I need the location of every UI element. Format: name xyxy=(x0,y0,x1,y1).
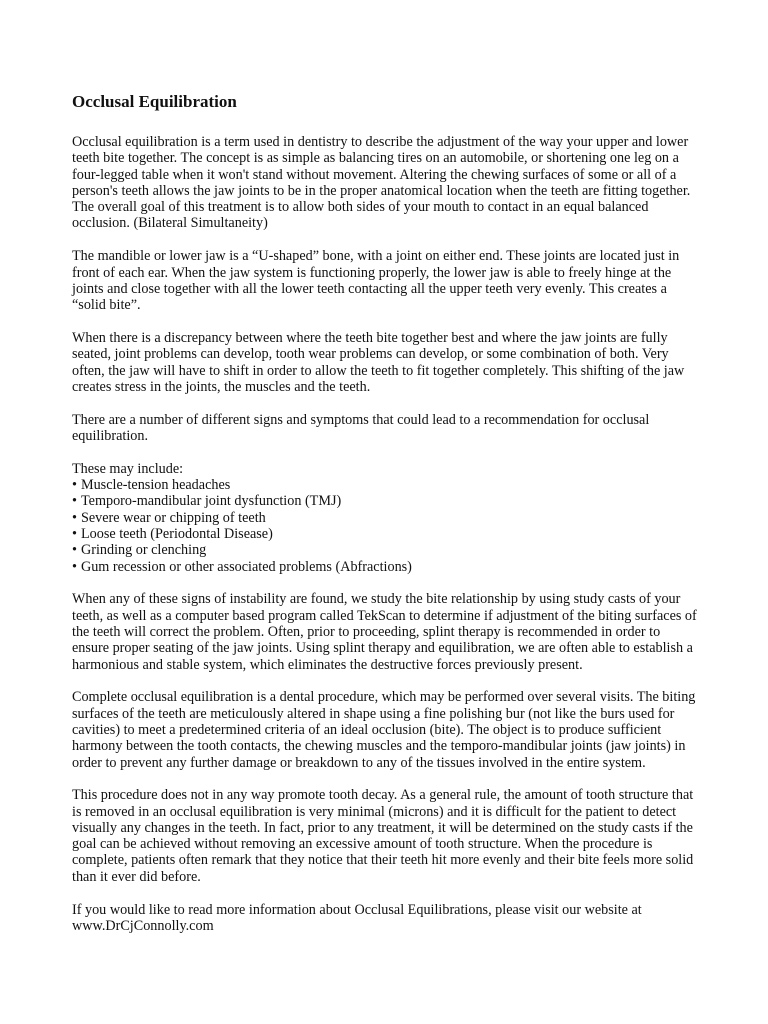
list-item-text: Gum recession or other associated problems (Abfractions) xyxy=(80,558,412,575)
list-item xyxy=(72,477,698,493)
symptom-list xyxy=(72,461,698,575)
list-item-text: Severe wear or chipping of teeth xyxy=(80,509,266,526)
paragraph-study: When any of these signs of instability are found, we study the bite relationship by using study casts of your teeth, as well as a computer based program called TekScan to determine if adjustment of the biting surfaces of the teeth will correct the problem. Often, prior to proceeding, splint therapy is recommended in order to ensure proper seating of the jaw joints. Using splint therapy and equilibration, we are often able to establish a harmonious and stable system, which eliminates the destructive forces previously present. xyxy=(72,591,697,673)
bullet-icon: • xyxy=(72,509,77,526)
list-item xyxy=(72,510,698,526)
list-item xyxy=(72,493,698,509)
bullet-icon: • xyxy=(72,525,77,542)
symptom-items xyxy=(72,477,698,575)
bullet-icon: • xyxy=(72,477,77,494)
paragraph-definition: Occlusal equilibration is a term used in dentistry to describe the adjustment of the way your upper and lower teeth bite together. The concept is as simple as balancing tires on an automobile, or shortening one leg on a four-legged table when it won't stand without movement. Altering the chewing surfaces of some or all of a person's teeth allows the jaw joints to be in the proper anatomical location when the teeth are fitting together. The overall goal of this treatment is to allow both sides of your mouth to contact in an equal balanced occlusion. (Bilateral Simultaneity) xyxy=(72,134,691,232)
document-page xyxy=(72,92,698,951)
paragraph-decay: This procedure does not in any way promote tooth decay. As a general rule, the amount of tooth structure that is removed in an occlusal equilibration is very minimal (microns) and it is difficult for the patient to detect visually any changes in the teeth. In fact, prior to any treatment, it will be determined on the study casts if the goal can be achieved without removing an excessive amount of tooth structure. When the procedure is complete, patients often remark that they notice that their teeth hit more evenly and their bite feels more solid than it ever did before. xyxy=(72,787,694,885)
list-item-text: Grinding or clenching xyxy=(80,542,207,559)
bullet-icon: • xyxy=(72,493,77,510)
page-title: Occlusal Equilibration xyxy=(72,92,237,111)
list-item xyxy=(72,526,698,542)
list-intro: These may include: xyxy=(72,460,184,477)
list-item-text: Loose teeth (Periodontal Disease) xyxy=(80,525,273,542)
list-item-text: Muscle-tension headaches xyxy=(80,477,231,494)
paragraph-mandible: The mandible or lower jaw is a “U-shaped” bone, with a joint on either end. These joints are located just in front of each ear. When the jaw system is functioning properly, the lower jaw is able to freely hinge at the joints and close together with all the lower teeth contacting all the upper teeth very evenly. This creates a “solid bite”. xyxy=(72,248,680,314)
bullet-icon: • xyxy=(72,558,77,575)
paragraph-discrepancy: When there is a discrepancy between where the teeth bite together best and where the jaw joints are fully seated, joint problems can develop, tooth wear problems can develop, or some combination of both. Very often, the jaw will have to shift in order to allow the teeth to fit together completely. This shifting of the jaw creates stress in the joints, the muscles and the teeth. xyxy=(72,329,685,395)
list-item-text: Temporo-mandibular joint dysfunction (TMJ) xyxy=(80,493,342,510)
list-item xyxy=(72,542,698,558)
paragraph-signs: There are a number of different signs and symptoms that could lead to a recommendation for occlusal equilibration. xyxy=(72,411,650,444)
paragraph-procedure: Complete occlusal equilibration is a dental procedure, which may be performed over several visits. The biting surfaces of the teeth are meticulously altered in shape using a fine polishing bur (not like the burs used for cavities) to meet a predetermined criteria of an ideal occlusion (bite). The object is to produce sufficient harmony between the tooth contacts, the chewing muscles and the temporo-mandibular joints (jaw joints) in order to prevent any further damage or breakdown to any of the tissues involved in the entire system. xyxy=(72,689,696,771)
list-item xyxy=(72,559,698,575)
paragraph-website: If you would like to read more information about Occlusal Equilibrations, please visit our website at www.DrCjConnolly.com xyxy=(72,901,642,934)
bullet-icon: • xyxy=(72,542,77,559)
